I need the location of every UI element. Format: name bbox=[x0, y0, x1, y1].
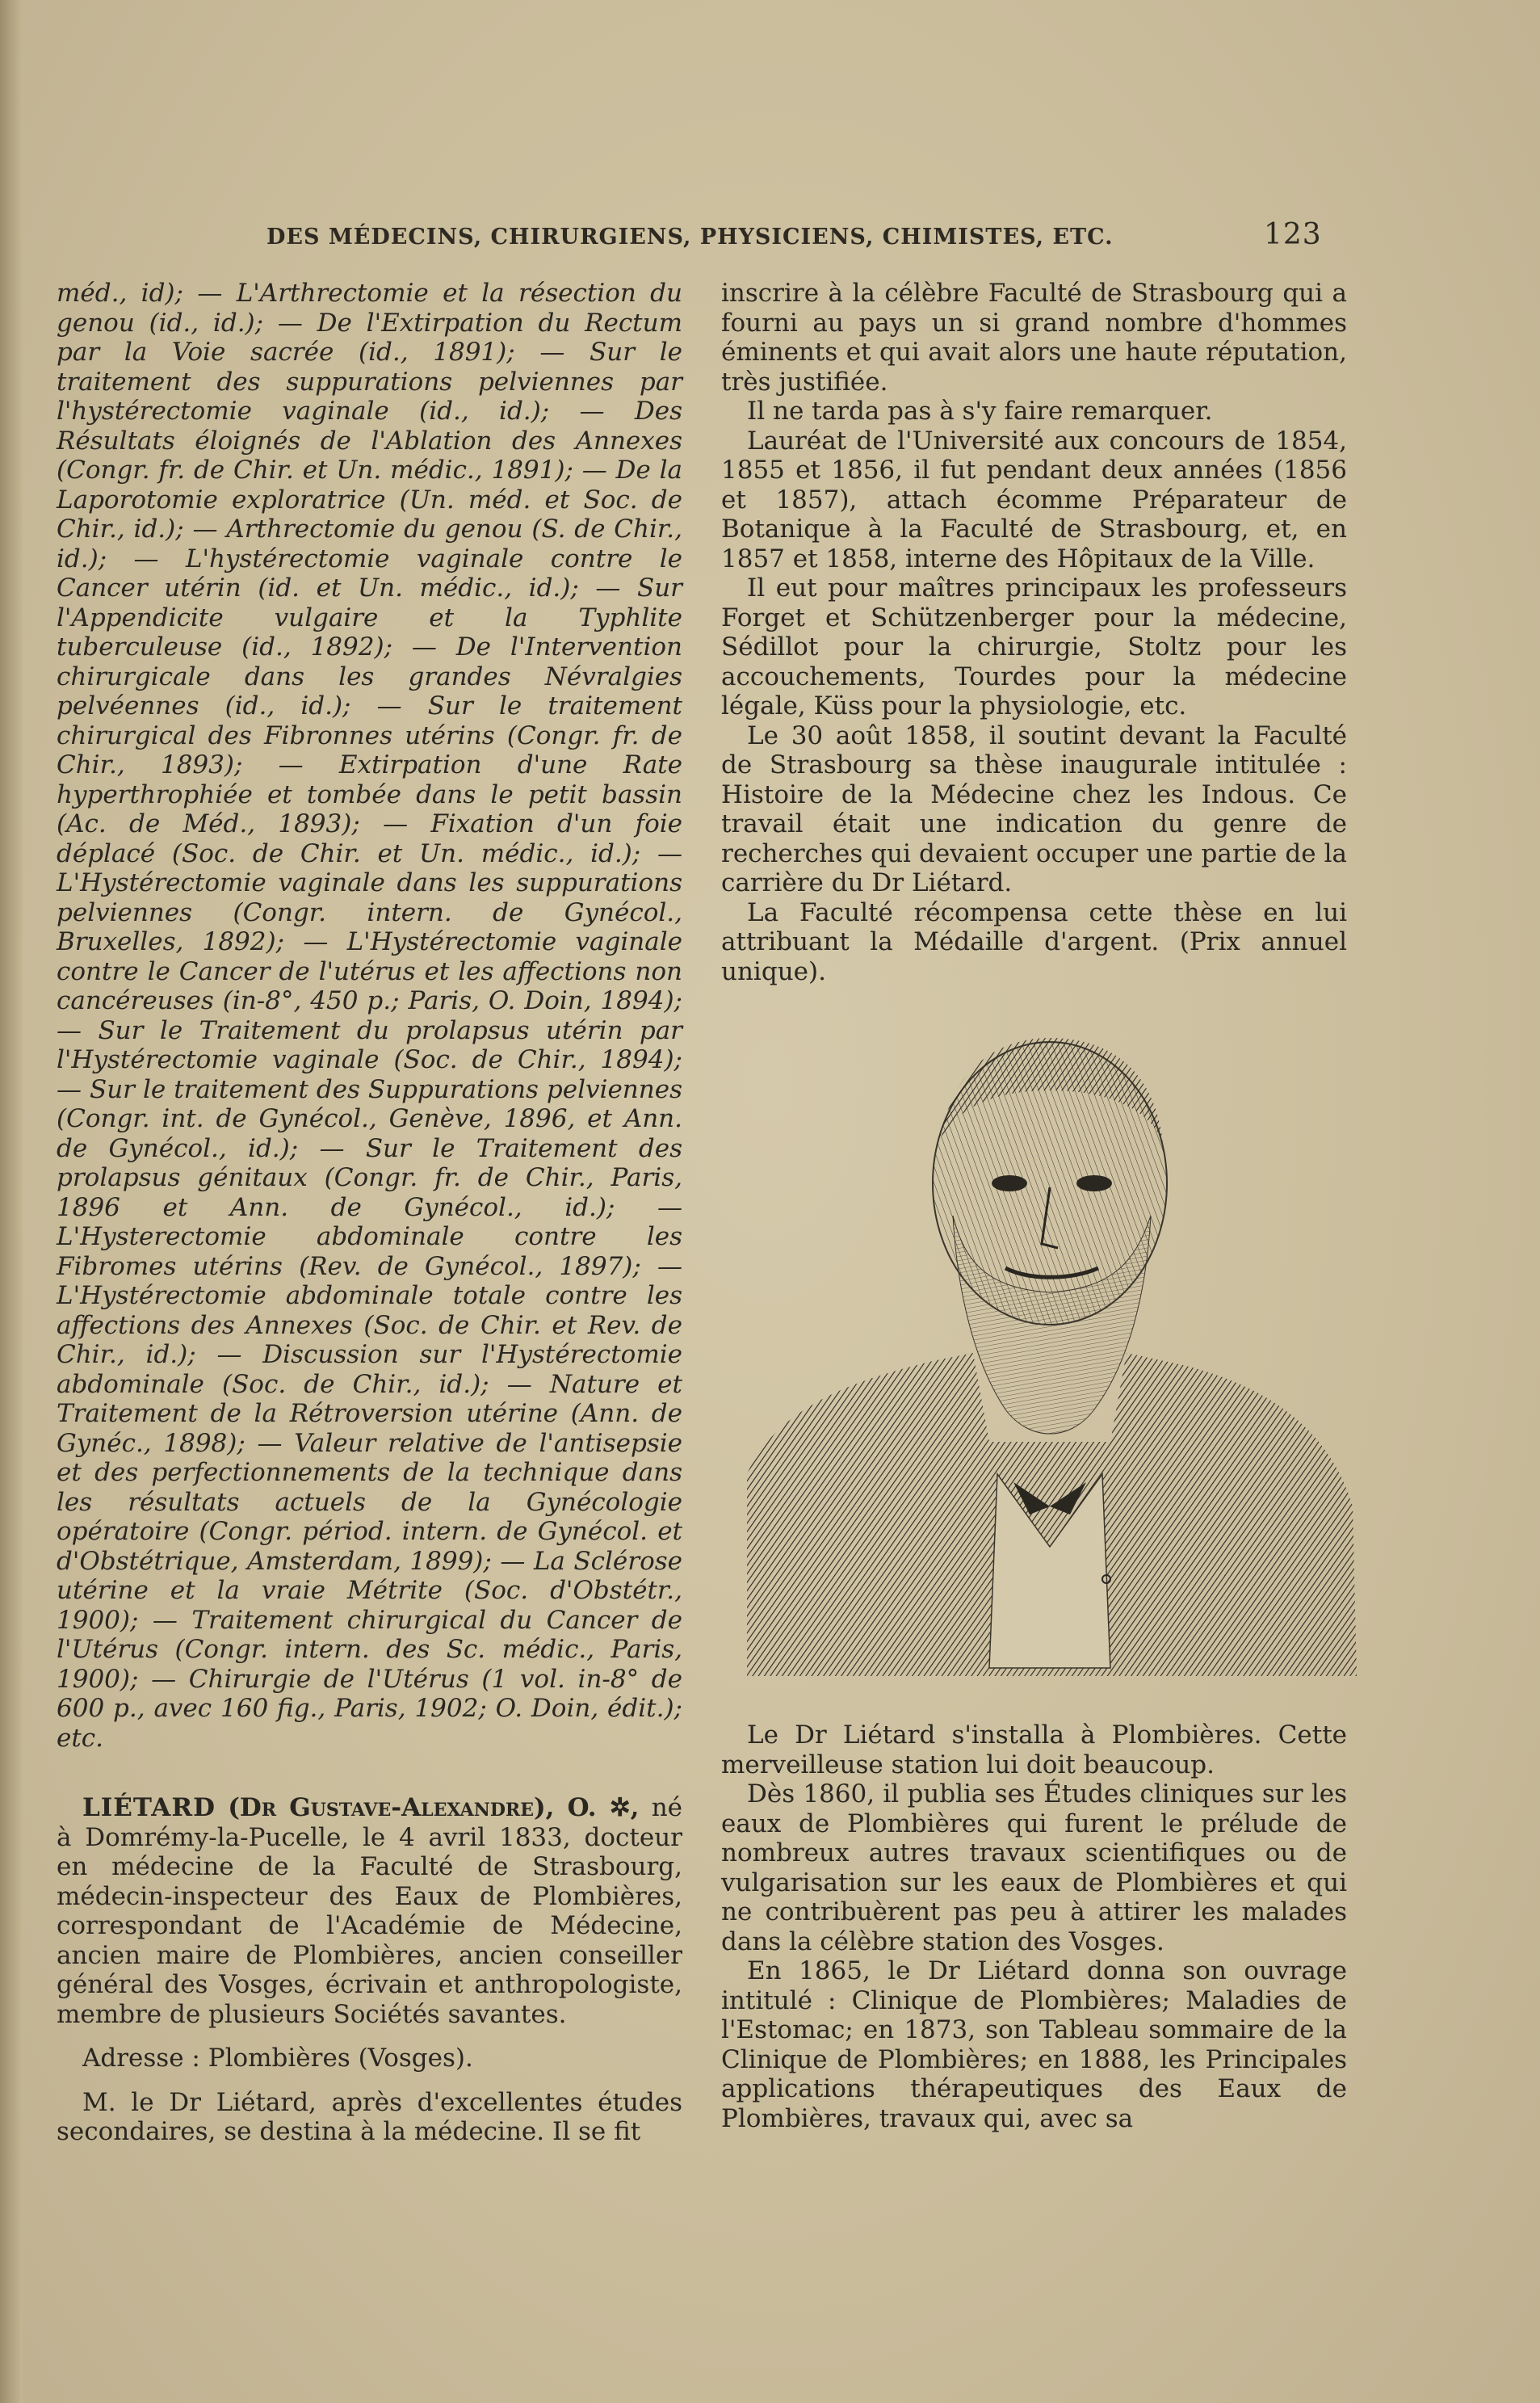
bio-start: M. le Dr Liétard, après d'excellentes études secondaires, se destina à la médecine. Il se fit bbox=[57, 2087, 682, 2146]
right-paragraph-6: La Faculté récompensa cette thèse en lui attribuant la Médaille d'argent. (Prix annuel unique). bbox=[721, 897, 1347, 986]
right-paragraph-2: Il ne tarda pas à s'y faire remarquer. bbox=[747, 397, 1213, 426]
right-column-bottom bbox=[721, 1720, 1347, 2133]
bibliography-text: méd., id); — L'Arthrectomie et la résection du genou (id., id.); — De l'Extirpation du Rectum par la Voie sacrée (id., 1891); — Sur le traitement des suppurations pelviennes par l'hystérectomie vaginale (id., id.); — Des Résultats éloignés de l'Ablation des Annexes (Congr. fr. de Chir. et Un. médic., 1891); — De la Laporotomie exploratrice (Un. méd. et Soc. de Chir., id.); — Arthrectomie du genou (S. de Chir., id.); — L'hystérectomie vaginale contre le Cancer utérin (id. et Un. médic., id.); — Sur l'Appendicite vulgaire et la Typhlite tuberculeuse (id., 1892); — De l'Intervention chirurgicale dans les grandes Névralgies pelvéennes (id., id.); — Sur le traitement chirurgical des Fibronnes utérins (Congr. fr. de Chir., 1893); — Extirpation d'une Rate hyperthrophiée et tombée dans le petit bassin (Ac. de Méd., 1893); — Fixation d'un foie déplacé (Soc. de Chir. et Un. médic., id.); — L'Hystérectomie vaginale dans les suppurations pelviennes (Congr. intern. de Gynécol., Bruxelles, 1892); — L'Hystérectomie vaginale contre le Cancer de l'utérus et les affections non cancéreuses (in-8°, 450 p.; Paris, O. Doin, 1894); — Sur le Traitement du prolapsus utérin par l'Hystérectomie vaginale (Soc. de Chir., 1894); — Sur le traitement des Suppurations pelviennes (Congr. int. de Gynécol., Genève, 1896, et Ann. de Gynécol., id.); — Sur le Traitement des prolapsus génitaux (Congr. fr. de Chir., Paris, 1896 et Ann. de Gynécol., id.); — L'Hysterectomie abdominale contre les Fibromes utérins (Rev. de Gynécol., 1897); — L'Hystérectomie abdominale totale contre les affections des Annexes (Soc. de Chir. et Rev. de Chir., id.); — Discussion sur l'Hystérectomie abdominale (Soc. de Chir., id.); — Nature et Traitement de la Rétroversion utérine (Ann. de Gynéc., 1898); — Valeur relative de l'antisepsie et des perfectionnements de la technique dans les résultats actuels de la Gynécologie opératoire (Congr. périod. intern. de Gynécol. et d'Obstétrique, Amsterdam, 1899); — La Sclérose utérine et la vraie Métrite (Soc. d'Obstétr., 1900); — Traitement chirurgical du Cancer de l'Utérus (Congr. intern. des Sc. médic., Paris, 1900); — Chirurgie de l'Utérus (1 vol. in-8° de 600 p., avec 160 fig., Paris, 1902; O. Doin, édit.); etc. bbox=[57, 279, 682, 1753]
right-paragraph-9: En 1865, le Dr Liétard donna son ouvrage intitulé : Clinique de Plombières; Maladies de l'Estomac; en 1873, son Tableau sommaire de la Clinique de Plombières; en 1888, les Principales applications thérapeutiques des Eaux de Plombières, travaux qui, avec sa bbox=[721, 1956, 1347, 2133]
right-eye bbox=[1076, 1175, 1112, 1191]
entry-name: LIÉTARD bbox=[82, 1793, 216, 1822]
page-number: 123 bbox=[1264, 218, 1322, 251]
page-header bbox=[266, 218, 1322, 258]
right-paragraph-8: Dès 1860, il publia ses Études cliniques sur les eaux de Plombières qui furent le prélude de nombreux autres travaux scientifiques ou de vulgarisation sur les eaux de Plombières et qui ne contribuèrent pas peu à attirer les malades dans la célèbre station des Vosges. bbox=[721, 1779, 1347, 1956]
right-column-top bbox=[721, 279, 1347, 986]
entry-heading bbox=[57, 1793, 682, 2029]
right-paragraph-5: Le 30 août 1858, il soutint devant la Faculté de Strasbourg sa thèse inaugurale intitulée : Histoire de la Médecine chez les Indous. Ce travail était une indication du genre de recherches qui devaient occuper une partie de la carrière du Dr Liétard. bbox=[721, 720, 1347, 897]
right-paragraph-4: Il eut pour maîtres principaux les professeurs Forget et Schützenberger pour la médecine, Sédillot pour la chirurgie, Stoltz pour les accouchements, Tourdes pour la médecine légale, Küss pour la physiologie, etc. bbox=[721, 573, 1347, 720]
right-paragraph-7: Le Dr Liétard s'installa à Plombières. Cette merveilleuse station lui doit beaucoup. bbox=[721, 1720, 1347, 1779]
portrait-engraving bbox=[731, 1022, 1369, 1684]
left-column bbox=[57, 279, 682, 2147]
book-binding-edge bbox=[0, 0, 23, 2403]
right-paragraph-3: Lauréat de l'Université aux concours de 1854, 1855 et 1856, il fut pendant deux années (1856 et 1857), attach écomme Préparateur de Botanique à la Faculté de Strasbourg, et, en 1857 et 1858, interne des Hôpitaux de la Ville. bbox=[721, 426, 1347, 573]
entry-body: né à Domrémy-la-Pucelle, le 4 avril 1833, docteur en médecine de la Faculté de Strasbourg, médecin-inspecteur des Eaux de Plombières, correspondant de l'Académie de Médecine, ancien maire de Plombières, ancien conseiller général des Vosges, écrivain et anthropologiste, membre de plusieurs Sociétés savantes. bbox=[57, 1793, 682, 2029]
running-head: DES MÉDECINS, CHIRURGIENS, PHYSICIENS, CHIMISTES, ETC. bbox=[266, 225, 1114, 250]
entry-title: (Dr Gustave-Alexandre), O. ✲, bbox=[228, 1793, 640, 1822]
entry-address: Adresse : Plombières (Vosges). bbox=[82, 2044, 473, 2073]
right-paragraph-1: inscrire à la célèbre Faculté de Strasbourg qui a fourni au pays un si grand nombre d'hommes éminents et qui avait alors une haute réputation, très justifiée. bbox=[721, 279, 1347, 397]
portrait-svg bbox=[731, 1022, 1369, 1684]
left-eye bbox=[992, 1175, 1027, 1191]
